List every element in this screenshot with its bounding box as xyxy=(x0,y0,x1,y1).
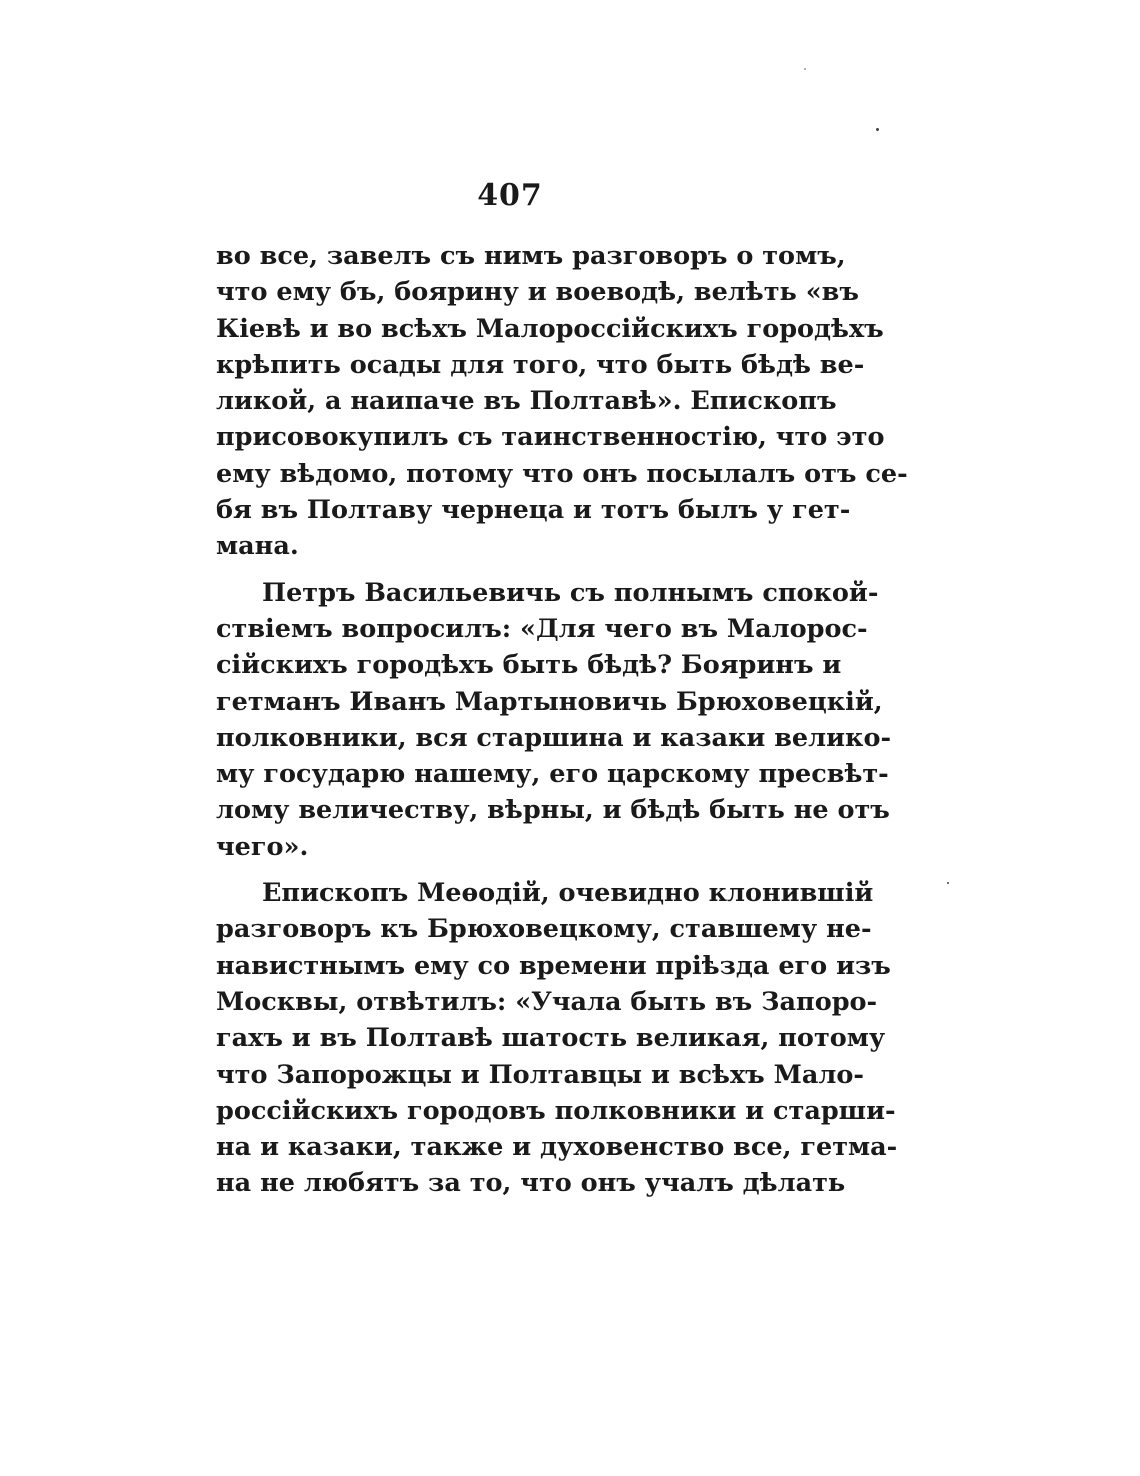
page-number: 407 xyxy=(477,178,543,213)
text-line: разговоръ къ Брюховецкому, ставшему не- xyxy=(216,914,872,945)
text-line: на не любятъ за то, что онъ учалъ дѣлать xyxy=(216,1168,846,1199)
scan-speck xyxy=(876,128,879,131)
body-text xyxy=(216,238,908,1202)
text-line: Епископъ Меѳодій, очевидно клонившій xyxy=(262,878,874,909)
text-line: ликой, а наипаче въ Полтавѣ». Епископъ xyxy=(216,386,837,417)
text-line: на и казаки, также и духовенство все, гетма- xyxy=(216,1132,898,1163)
text-line: ствіемъ вопросилъ: «Для чего въ Малорос- xyxy=(216,613,868,644)
paragraph-gap xyxy=(216,565,808,575)
paragraph-3 xyxy=(216,875,898,1202)
paragraph-1 xyxy=(216,238,908,565)
scan-speck xyxy=(947,882,949,884)
text-line: навистнымъ ему со времени пріѣзда его изъ xyxy=(216,950,891,981)
text-line: гахъ и въ Полтавѣ шатость великая, потому xyxy=(216,1023,886,1054)
text-line: во все, завелъ съ нимъ разговоръ о томъ, xyxy=(216,241,846,271)
text-line: полковники, вся старшина и казаки велико- xyxy=(216,722,892,753)
text-line: крѣпить осады для того, что быть бѣдѣ ве- xyxy=(216,349,865,380)
text-line: гетманъ Иванъ Мартыновичь Брюховецкій, xyxy=(216,686,883,717)
text-line: мана. xyxy=(216,531,299,562)
text-line: чего». xyxy=(216,831,309,862)
text-line: ему вѣдомо, потому что онъ посылалъ отъ се- xyxy=(216,458,908,489)
paragraph-gap xyxy=(216,865,808,875)
paragraph-2 xyxy=(216,575,892,865)
text-line: присовокупилъ съ таинственностію, что это xyxy=(216,422,885,453)
scan-speck xyxy=(804,68,806,70)
text-line: му государю нашему, его царскому пресвѣт- xyxy=(216,759,889,790)
text-line: Петръ Васильевичь съ полнымъ спокой- xyxy=(262,577,879,608)
text-line: Москвы, отвѣтилъ: «Учала быть въ Запоро- xyxy=(216,986,878,1017)
text-line: лому величеству, вѣрны, и бѣдѣ быть не отъ xyxy=(216,795,890,826)
text-line: что ему бъ, боярину и воеводѣ, велѣть «въ xyxy=(216,277,859,308)
text-line: россійскихъ городовъ полковники и старши- xyxy=(216,1095,896,1126)
text-line: Кіевѣ и во всѣхъ Малороссійскихъ городѣхъ xyxy=(216,313,884,344)
text-line: бя въ Полтаву чернеца и тотъ былъ у гет- xyxy=(216,495,851,526)
text-line: что Запорожцы и Полтавцы и всѣхъ Мало- xyxy=(216,1059,864,1090)
text-line: сійскихъ городѣхъ быть бѣдѣ? Бояринъ и xyxy=(216,650,842,681)
